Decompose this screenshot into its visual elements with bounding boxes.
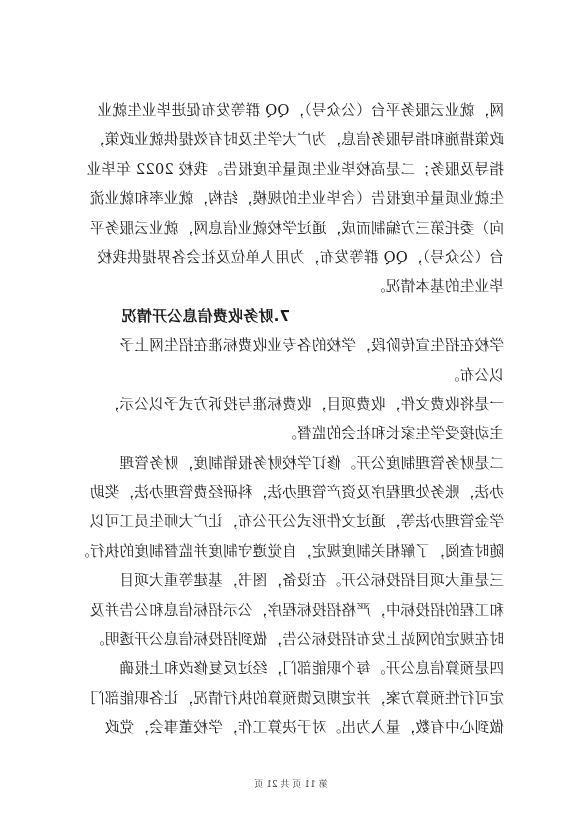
paragraph-line: 学金管理办法等，通过文件形式公开公布，让广大师生员工可以: [89, 513, 504, 531]
paragraph-line: 毕业生的基本情况。: [370, 278, 504, 296]
paragraph-line: 主动接受学生家长和社会的监督。: [282, 425, 504, 443]
paragraph-line: 指导及服务；二是高校毕业生质量年度报告。我校 2022 年毕业: [86, 160, 504, 178]
paragraph-line: 随时查阅，了解相关制度规定，自觉遵守制度并监督制度的执行。: [74, 542, 504, 560]
paragraph-line: 定可行性预算方案，并定期反馈预算的执行情况，让各职能部门: [89, 689, 504, 707]
section-heading: 7.财务收费信息公开情况: [121, 306, 290, 325]
paragraph-line: 政策措施和指导服务信息，为广大学生及时有效提供就业政策，: [89, 131, 504, 149]
paragraph-line: 二是财务管理制度公开。修订学校财务报销制度，财务管理: [119, 454, 504, 472]
paragraph-line: 时在规定的网站上发布招投标公告，做到招投标信息公开透明。: [89, 631, 504, 649]
paragraph-line: 生就业质量年度报告（含毕业生的规模，结构，就业率和就业流: [89, 190, 504, 208]
paragraph-line: 四是预算信息公开。每个职能部门，经过反复修改和上报确: [119, 660, 504, 678]
paragraph-line: 以公布。: [444, 366, 504, 384]
page-footer: 第 11 页 共 21 页: [254, 780, 328, 790]
paragraph-line: 办法，账务处理程序及资产管理办法，科研经费管理办法，奖助: [89, 484, 504, 502]
paragraph-line: 和工程的招投标中，严格招投标程序，公示招标信息和公告并及: [89, 601, 504, 619]
paragraph-line: 向）委托第三方编制而成，通过学校就业信息网，就业云服务平: [89, 219, 504, 237]
paragraph-line: 台（公众号），QQ 群等发布，为用人单位及社会各界提供我校: [97, 248, 504, 266]
paragraph-line: 一是将收费文件，收费项目，收费标准与投诉方式予以公示，: [104, 395, 504, 413]
paragraph-line: 网，就业云服务平台（公众号），QQ 群等发布促进毕业生就业: [97, 102, 504, 119]
paragraph-line: 学校在招生宣传阶段，学校的各专业收费标准在招生网上予: [119, 337, 504, 355]
document-body: [74, 96, 504, 743]
paragraph-line: 做到心中有数，量入为出。对于决算工作，学校董事会，党政: [104, 719, 504, 737]
paragraph-line: 三是重大项目招投标公开。在设备，图书，基建等重大项目: [119, 572, 504, 590]
